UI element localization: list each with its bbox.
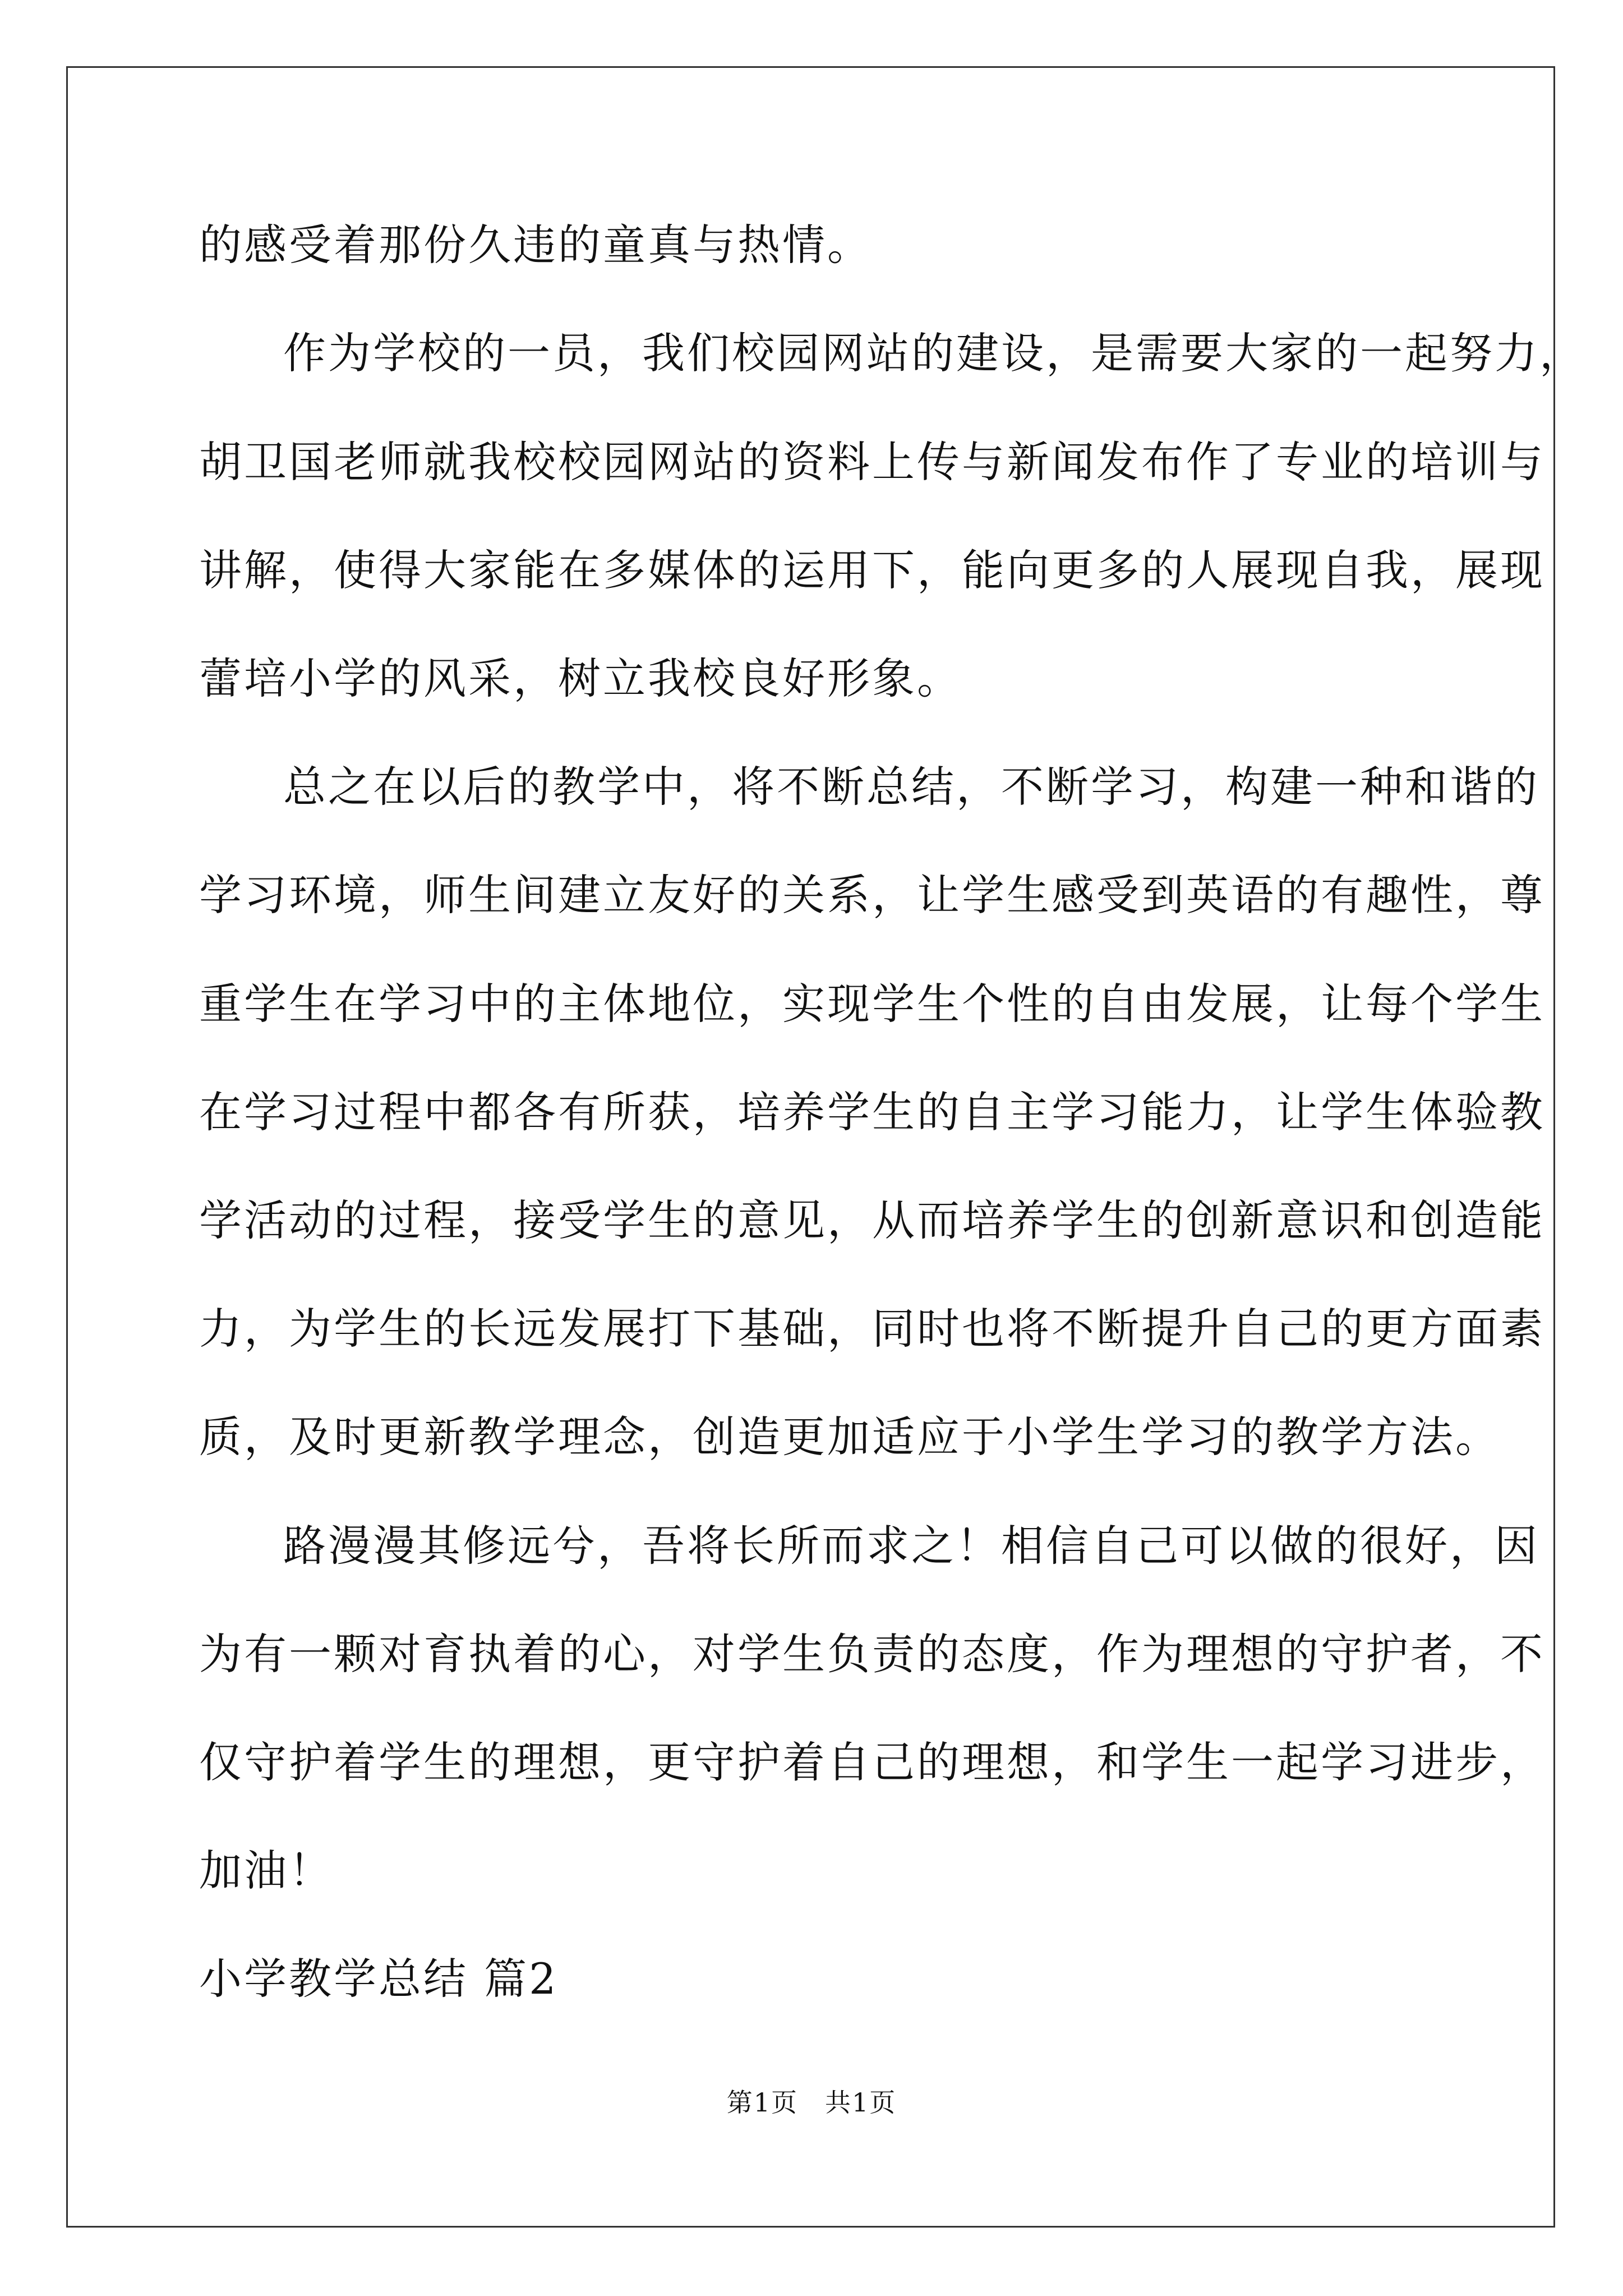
text-line-12: 质，及时更新教学理念，创造更加适应于小学生学习的教学方法。	[199, 1412, 1500, 1462]
text-line-15: 仅守护着学生的理想，更守护着自己的理想，和学生一起学习进步，	[199, 1737, 1545, 1787]
text-line-14: 为有一颗对育执着的心，对学生负责的态度，作为理想的守护者，不	[199, 1629, 1545, 1679]
text-line-6: 总之在以后的教学中，将不断总结，不断学习，构建一种和谐的	[283, 762, 1539, 812]
page-footer: 第1页 共1页	[726, 2087, 897, 2118]
text-line-5: 蕾培小学的风采，树立我校良好形象。	[199, 654, 962, 703]
text-line-10: 学活动的过程，接受学生的意见，从而培养学生的创新意识和创造能	[199, 1195, 1545, 1245]
text-line-2: 作为学校的一员，我们校园网站的建设，是需要大家的一起努力，	[283, 328, 1584, 378]
text-line-9: 在学习过程中都各有所获，培养学生的自主学习能力，让学生体验教	[199, 1087, 1545, 1137]
text-line-16: 加油！	[199, 1846, 334, 1895]
section-heading: 小学教学总结 篇2	[199, 1954, 559, 2004]
text-line-13: 路漫漫其修远兮，吾将长所而求之！相信自己可以做的很好，因	[283, 1521, 1539, 1571]
text-line-4: 讲解，使得大家能在多媒体的运用下，能向更多的人展现自我，展现	[199, 545, 1545, 595]
text-line-7: 学习环境，师生间建立友好的关系，让学生感受到英语的有趣性，尊	[199, 870, 1545, 920]
text-line-3: 胡卫国老师就我校校园网站的资料上传与新闻发布作了专业的培训与	[199, 437, 1545, 487]
text-line-11: 力，为学生的长远发展打下基础，同时也将不断提升自己的更方面素	[199, 1304, 1545, 1354]
page-border	[66, 66, 1555, 2228]
text-line-8: 重学生在学习中的主体地位，实现学生个性的自由发展，让每个学生	[199, 979, 1545, 1029]
text-line-1: 的感受着那份久违的童真与热情。	[199, 220, 872, 270]
